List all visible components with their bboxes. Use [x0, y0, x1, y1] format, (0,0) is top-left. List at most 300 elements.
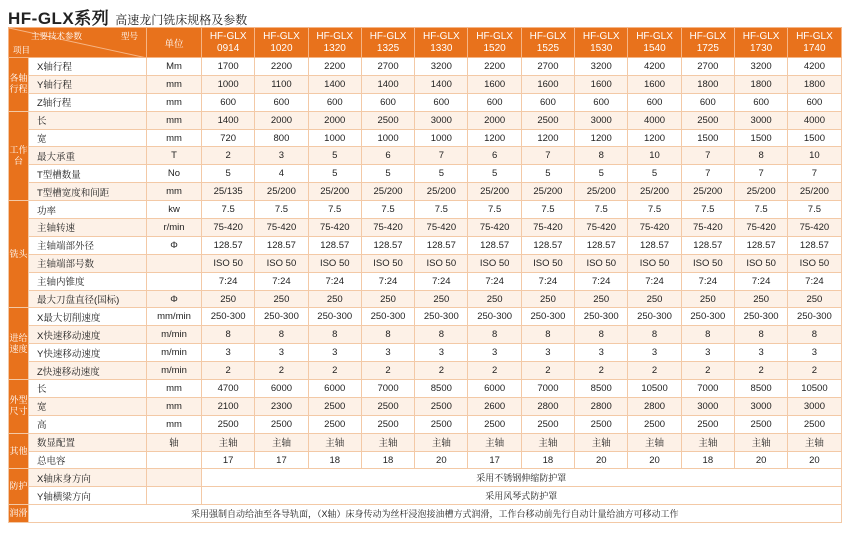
value-cell: 20 [628, 451, 681, 469]
value-cell: 20 [788, 451, 841, 469]
table-row [9, 219, 842, 237]
param-name: 主轴端部外径 [29, 236, 147, 254]
value-cell: 1200 [521, 129, 574, 147]
value-cell: 2 [628, 362, 681, 380]
value-cell: 4000 [628, 111, 681, 129]
param-unit [147, 254, 202, 272]
group-label: 各轴行程 [9, 58, 29, 112]
param-unit: mm [147, 183, 202, 201]
param-name: X轴床身方向 [29, 469, 147, 487]
value-cell: ISO 50 [202, 254, 255, 272]
value-cell: 2 [788, 362, 841, 380]
value-cell: 250 [415, 290, 468, 308]
value-cell: 128.57 [308, 236, 361, 254]
value-cell: 1600 [468, 75, 521, 93]
param-unit: mm [147, 415, 202, 433]
table-row [9, 129, 842, 147]
model-number: 1725 [696, 42, 719, 54]
value-cell: 3 [521, 344, 574, 362]
model-prefix: HF-GLX [742, 30, 780, 42]
value-cell: 5 [468, 165, 521, 183]
value-cell: 250 [308, 290, 361, 308]
value-cell: 75-420 [681, 219, 734, 237]
table-row [9, 111, 842, 129]
value-cell: 7000 [521, 380, 574, 398]
value-cell: 7:24 [628, 272, 681, 290]
value-cell: 75-420 [628, 219, 681, 237]
value-cell: 8 [521, 326, 574, 344]
param-unit: Φ [147, 290, 202, 308]
value-cell: 8 [734, 147, 787, 165]
param-unit: 轴 [147, 433, 202, 451]
value-cell: 2500 [575, 415, 628, 433]
value-cell: 128.57 [468, 236, 521, 254]
value-cell: 2700 [361, 58, 414, 76]
value-cell: 2500 [361, 397, 414, 415]
value-cell: 600 [575, 93, 628, 111]
value-cell: ISO 50 [521, 254, 574, 272]
value-cell: 25/200 [361, 183, 414, 201]
value-cell: 7:24 [308, 272, 361, 290]
value-cell: 2100 [202, 397, 255, 415]
value-cell: 3 [255, 147, 308, 165]
value-cell: 7.5 [734, 201, 787, 219]
header-model-1525 [521, 28, 574, 58]
value-cell: 8500 [415, 380, 468, 398]
value-cell: 250-300 [468, 308, 521, 326]
value-cell: 250-300 [628, 308, 681, 326]
param-name: Y快速移动速度 [29, 344, 147, 362]
value-cell: 250 [202, 290, 255, 308]
value-cell: 8 [575, 147, 628, 165]
model-number: 1730 [749, 42, 773, 54]
value-cell: ISO 50 [681, 254, 734, 272]
value-cell: 250-300 [521, 308, 574, 326]
param-unit: Mm [147, 58, 202, 76]
model-prefix: HF-GLX [689, 30, 727, 42]
param-name: 主轴内锥度 [29, 272, 147, 290]
value-cell: 7 [681, 165, 734, 183]
value-cell: 75-420 [202, 219, 255, 237]
param-name: Z快速移动速度 [29, 362, 147, 380]
header-corner-cell [9, 28, 147, 58]
value-cell: 2 [415, 362, 468, 380]
param-name: Y轴横梁方向 [29, 487, 147, 505]
value-cell: 主轴 [521, 433, 574, 451]
value-cell: 7.5 [255, 201, 308, 219]
value-cell: 3200 [415, 58, 468, 76]
model-prefix: HF-GLX [636, 30, 673, 42]
value-cell: 75-420 [575, 219, 628, 237]
value-cell: 4 [255, 165, 308, 183]
value-cell: 250-300 [255, 308, 308, 326]
model-number: 1525 [536, 42, 560, 54]
value-cell: 3 [468, 344, 521, 362]
model-prefix: HF-GLX [209, 30, 247, 42]
value-cell: 1500 [734, 129, 787, 147]
param-name: 数显配置 [29, 433, 147, 451]
value-cell: 20 [734, 451, 787, 469]
value-cell: 8500 [575, 380, 628, 398]
value-cell: 25/200 [788, 183, 841, 201]
value-cell: 75-420 [734, 219, 787, 237]
value-cell: 720 [202, 129, 255, 147]
value-cell: 2200 [255, 58, 308, 76]
group-label: 外型尺寸 [9, 380, 29, 434]
spanned-value: 采用风琴式防护罩 [202, 487, 842, 505]
value-cell: 600 [628, 93, 681, 111]
model-prefix: HF-GLX [582, 30, 620, 42]
value-cell: 4000 [788, 111, 841, 129]
table-body [9, 58, 842, 523]
value-cell: 2500 [255, 415, 308, 433]
header-model-1725 [681, 28, 734, 58]
param-name: 最大刀盘直径(国标) [29, 290, 147, 308]
value-cell: 7:24 [681, 272, 734, 290]
param-name: X最大切削速度 [29, 308, 147, 326]
value-cell: 6 [468, 147, 521, 165]
value-cell: 主轴 [361, 433, 414, 451]
value-cell: 7:24 [788, 272, 841, 290]
table-row [9, 147, 842, 165]
value-cell: 2200 [308, 58, 361, 76]
value-cell: 18 [308, 451, 361, 469]
value-cell: 25/200 [255, 183, 308, 201]
value-cell: 2 [255, 362, 308, 380]
header-model-1730 [734, 28, 787, 58]
value-cell: 1000 [308, 129, 361, 147]
value-cell: ISO 50 [734, 254, 787, 272]
value-cell: 2200 [468, 58, 521, 76]
value-cell: 128.57 [521, 236, 574, 254]
value-cell: 1500 [788, 129, 841, 147]
value-cell: 2 [681, 362, 734, 380]
param-name: 长 [29, 380, 147, 398]
value-cell: 3000 [788, 397, 841, 415]
param-unit: mm [147, 129, 202, 147]
value-cell: 2500 [308, 397, 361, 415]
value-cell: 3000 [681, 397, 734, 415]
value-cell: 7.5 [681, 201, 734, 219]
model-number: 1520 [483, 42, 506, 54]
value-cell: 6 [361, 147, 414, 165]
value-cell: 2700 [681, 58, 734, 76]
value-cell: 25/135 [202, 183, 255, 201]
value-cell: 250 [681, 290, 734, 308]
value-cell: 128.57 [734, 236, 787, 254]
value-cell: 7:24 [575, 272, 628, 290]
value-cell: 1400 [202, 111, 255, 129]
value-cell: 7.5 [308, 201, 361, 219]
group-label: 润滑 [9, 505, 29, 523]
value-cell: 1200 [628, 129, 681, 147]
group-label: 进给速度 [9, 308, 29, 380]
value-cell: 800 [255, 129, 308, 147]
table-row [9, 397, 842, 415]
value-cell: 主轴 [628, 433, 681, 451]
value-cell: 75-420 [788, 219, 841, 237]
value-cell: 7 [788, 165, 841, 183]
value-cell: 7000 [361, 380, 414, 398]
value-cell: 8 [734, 326, 787, 344]
spec-table-wrapper [8, 27, 841, 523]
value-cell: 2500 [202, 415, 255, 433]
header-model-1330 [415, 28, 468, 58]
value-cell: 250 [468, 290, 521, 308]
value-cell: 25/200 [415, 183, 468, 201]
param-unit: r/min [147, 219, 202, 237]
value-cell: 1400 [308, 75, 361, 93]
value-cell: 4700 [202, 380, 255, 398]
value-cell: 600 [308, 93, 361, 111]
value-cell: 600 [521, 93, 574, 111]
value-cell: 2800 [521, 397, 574, 415]
table-row [9, 236, 842, 254]
value-cell: 128.57 [415, 236, 468, 254]
value-cell: 2500 [361, 111, 414, 129]
param-unit: T [147, 147, 202, 165]
value-cell: 3 [681, 344, 734, 362]
value-cell: 1800 [788, 75, 841, 93]
value-cell: 75-420 [308, 219, 361, 237]
page-title [8, 4, 247, 26]
value-cell: 8 [628, 326, 681, 344]
value-cell: 主轴 [575, 433, 628, 451]
value-cell: 2500 [788, 415, 841, 433]
value-cell: 主轴 [788, 433, 841, 451]
param-unit: Φ [147, 236, 202, 254]
param-unit [147, 487, 202, 505]
value-cell: 1200 [575, 129, 628, 147]
value-cell: 2500 [468, 415, 521, 433]
value-cell: 250 [734, 290, 787, 308]
value-cell: 7.5 [788, 201, 841, 219]
value-cell: 75-420 [521, 219, 574, 237]
value-cell: 1000 [202, 75, 255, 93]
param-unit [147, 469, 202, 487]
param-name: 主轴端部号数 [29, 254, 147, 272]
param-name: Z轴行程 [29, 93, 147, 111]
value-cell: ISO 50 [628, 254, 681, 272]
value-cell: 7:24 [361, 272, 414, 290]
param-name: X快速移动速度 [29, 326, 147, 344]
model-prefix: HF-GLX [796, 30, 833, 42]
value-cell: 75-420 [468, 219, 521, 237]
value-cell: 2500 [415, 397, 468, 415]
series-subtitle: 高速龙门铣床规格及参数 [115, 13, 248, 27]
value-cell: 3000 [734, 111, 787, 129]
value-cell: 10500 [628, 380, 681, 398]
value-cell: 5 [308, 165, 361, 183]
value-cell: 主轴 [415, 433, 468, 451]
param-unit: m/min [147, 326, 202, 344]
value-cell: 3 [628, 344, 681, 362]
value-cell: 3 [361, 344, 414, 362]
value-cell: 10 [788, 147, 841, 165]
value-cell: 1600 [628, 75, 681, 93]
value-cell: 2 [308, 362, 361, 380]
value-cell: 3 [575, 344, 628, 362]
value-cell: 25/200 [681, 183, 734, 201]
value-cell: 20 [575, 451, 628, 469]
model-number: 1330 [430, 42, 453, 54]
model-prefix: HF-GLX [316, 30, 354, 42]
value-cell: 8 [255, 326, 308, 344]
value-cell: 250 [361, 290, 414, 308]
value-cell: 250-300 [361, 308, 414, 326]
value-cell: 2 [361, 362, 414, 380]
param-name: X轴行程 [29, 58, 147, 76]
value-cell: 1600 [575, 75, 628, 93]
value-cell: 4200 [628, 58, 681, 76]
table-row [9, 487, 842, 505]
table-row [9, 58, 842, 76]
value-cell: 7:24 [202, 272, 255, 290]
value-cell: 7:24 [734, 272, 787, 290]
table-header [9, 28, 842, 58]
value-cell: 25/200 [308, 183, 361, 201]
value-cell: 3 [788, 344, 841, 362]
table-row [9, 290, 842, 308]
table-row [9, 93, 842, 111]
spanned-value: 采用不锈钢伸缩防护罩 [202, 469, 842, 487]
table-row [9, 451, 842, 469]
table-row [9, 308, 842, 326]
value-cell: 600 [734, 93, 787, 111]
value-cell: 250-300 [575, 308, 628, 326]
value-cell: 2800 [575, 397, 628, 415]
corner-label-params: 主要技术参数 [31, 31, 83, 41]
model-prefix: HF-GLX [263, 30, 300, 42]
value-cell: 8 [361, 326, 414, 344]
header-model-1530 [575, 28, 628, 58]
group-label: 工作台 [9, 111, 29, 200]
value-cell: 18 [361, 451, 414, 469]
param-name: 宽 [29, 129, 147, 147]
value-cell: 3 [255, 344, 308, 362]
value-cell: 8 [788, 326, 841, 344]
value-cell: ISO 50 [575, 254, 628, 272]
value-cell: 2 [468, 362, 521, 380]
model-number: 1530 [590, 42, 613, 54]
value-cell: ISO 50 [361, 254, 414, 272]
corner-label-model: 型号 [120, 31, 138, 41]
value-cell: 2500 [681, 111, 734, 129]
value-cell: 5 [628, 165, 681, 183]
model-prefix: HF-GLX [369, 30, 407, 42]
table-row [9, 326, 842, 344]
value-cell: 4200 [788, 58, 841, 76]
table-row [9, 380, 842, 398]
param-unit: mm/min [147, 308, 202, 326]
corner-label-item: 项目 [13, 45, 31, 55]
value-cell: 5 [575, 165, 628, 183]
value-cell: 8 [308, 326, 361, 344]
param-name: 主轴转速 [29, 219, 147, 237]
value-cell: 7 [415, 147, 468, 165]
param-name: 高 [29, 415, 147, 433]
table-row [9, 75, 842, 93]
spec-table [8, 27, 842, 523]
param-unit: mm [147, 111, 202, 129]
value-cell: 250-300 [788, 308, 841, 326]
value-cell: 5 [521, 165, 574, 183]
header-model-1320 [308, 28, 361, 58]
value-cell: 2 [202, 362, 255, 380]
value-cell: 5 [202, 165, 255, 183]
value-cell: 600 [681, 93, 734, 111]
value-cell: ISO 50 [468, 254, 521, 272]
value-cell: ISO 50 [308, 254, 361, 272]
value-cell: 128.57 [202, 236, 255, 254]
header-model-1325 [361, 28, 414, 58]
table-row [9, 183, 842, 201]
value-cell: 3 [415, 344, 468, 362]
value-cell: 1700 [202, 58, 255, 76]
table-row [9, 433, 842, 451]
value-cell: 7.5 [575, 201, 628, 219]
value-cell: 25/200 [628, 183, 681, 201]
value-cell: 1000 [361, 129, 414, 147]
param-unit [147, 451, 202, 469]
value-cell: 2500 [681, 415, 734, 433]
value-cell: 250 [788, 290, 841, 308]
param-unit: mm [147, 397, 202, 415]
param-unit: kw [147, 201, 202, 219]
value-cell: 18 [681, 451, 734, 469]
value-cell: 2800 [628, 397, 681, 415]
header-model-1540 [628, 28, 681, 58]
value-cell: 主轴 [468, 433, 521, 451]
value-cell: 3 [308, 344, 361, 362]
value-cell: 250-300 [734, 308, 787, 326]
value-cell: 2300 [255, 397, 308, 415]
value-cell: 7.5 [628, 201, 681, 219]
model-number: 1320 [323, 42, 346, 54]
param-name: T型槽宽度和间距 [29, 183, 147, 201]
value-cell: 25/200 [575, 183, 628, 201]
param-unit: m/min [147, 344, 202, 362]
value-cell: 1100 [255, 75, 308, 93]
value-cell: 2000 [255, 111, 308, 129]
value-cell: 600 [468, 93, 521, 111]
model-number: 1020 [270, 42, 293, 54]
param-unit: m/min [147, 362, 202, 380]
value-cell: 7.5 [521, 201, 574, 219]
value-cell: 3 [734, 344, 787, 362]
value-cell: 7:24 [255, 272, 308, 290]
value-cell: 17 [468, 451, 521, 469]
value-cell: 128.57 [681, 236, 734, 254]
table-row [9, 254, 842, 272]
value-cell: 600 [202, 93, 255, 111]
value-cell: 1000 [415, 129, 468, 147]
value-cell: 250-300 [202, 308, 255, 326]
param-name: Y轴行程 [29, 75, 147, 93]
value-cell: 3000 [575, 111, 628, 129]
param-name: T型槽数量 [29, 165, 147, 183]
param-unit: No [147, 165, 202, 183]
header-unit: 单位 [147, 28, 202, 58]
group-label: 铣头 [9, 201, 29, 308]
value-cell: 3 [202, 344, 255, 362]
value-cell: 主轴 [202, 433, 255, 451]
value-cell: 5 [361, 165, 414, 183]
value-cell: 10500 [788, 380, 841, 398]
value-cell: 2500 [361, 415, 414, 433]
value-cell: 1800 [734, 75, 787, 93]
table-row [9, 469, 842, 487]
